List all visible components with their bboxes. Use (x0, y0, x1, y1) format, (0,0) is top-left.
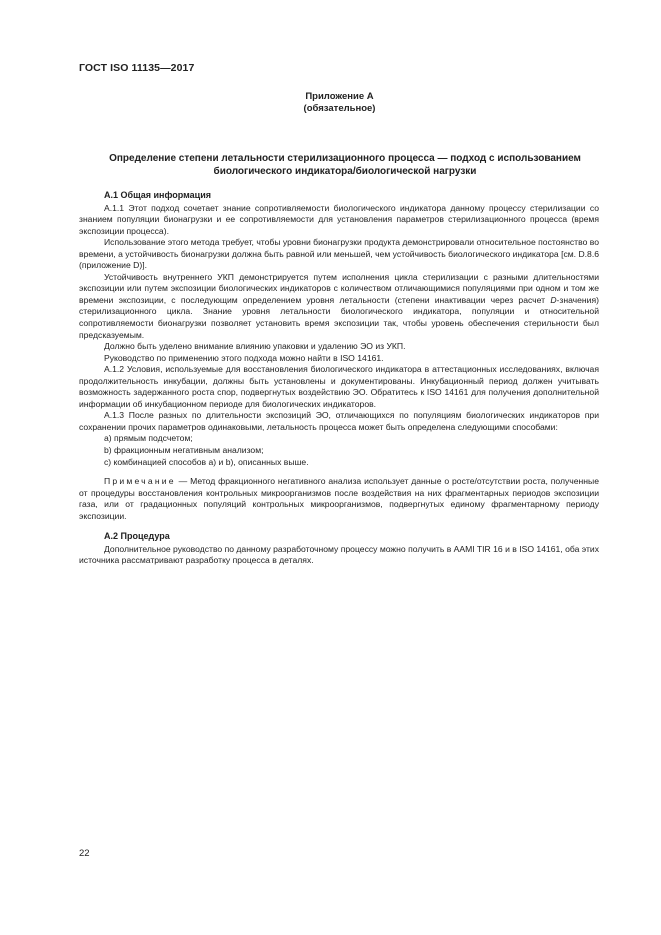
appendix-status: (обязательное) (303, 103, 376, 114)
note-label: Примечание (104, 476, 176, 487)
list-item-b: b) фракционным негативным анализом; (104, 445, 264, 456)
main-title (70, 153, 620, 178)
paragraph-a1-1: А.1.1 Этот подход сочетает знание сопротивляемости биологического индикатора данному процессу стерилизации со знанием популяции бионагрузки и ее сопротивляемости для установления параметров стерилизационного процесса (время экспозиции процесса). (79, 202, 599, 236)
paragraph-a2: Дополнительное руководство по данному разработочному процессу можно получить в AAMI TIR 16 и в ISO 14161, оба этих источника рассматривают разработку процесса в деталях. (79, 543, 600, 566)
appendix-title: Приложение А (305, 91, 374, 102)
paragraph-a1-resistance-part2: -значения) стерилизационного цикла. Знание уровня летальности биологического индикатора, популяции и относительной сопротивляемости бионагрузки позволяет установить время экспозиции так, чтобы уровень обеспечения стерильности был предсказуемым. (79, 294, 599, 340)
paragraph-a1-2: А.1.2 Условия, используемые для восстановления биологического индикатора в аттестационных исследованиях, включая продолжительность инкубации, должны быть установлены и документированы. Инкубационный период должен учитывать возможность задержанного роста спор, подвергнутых воздействию ЭО. Обратитесь к ISO 14161 для получения дополнительной информации об инкубационном периоде для биологических индикаторов. (79, 364, 599, 409)
list-item-a: а) прямым подсчетом; (104, 433, 193, 444)
document-header: ГОСТ ISO 11135—2017 (79, 62, 195, 74)
paragraph-a1-resistance (79, 272, 599, 341)
paragraph-a1-method: Использование этого метода требует, чтобы уровни бионагрузки продукта демонстрировали относительное постоянство во времени, а устойчивость бионагрузки должна быть равной или меньшей, чем устойчивость биологического индикатора [см. D.8.6 (приложение D)]. (79, 237, 599, 271)
paragraph-a1-packaging: Должно быть уделено внимание влиянию упаковки и удалению ЭО из УКП. (104, 341, 406, 352)
paragraph-a1-3: А.1.3 После разных по длительности экспозиций ЭО, отличающихся по популяциям биологических индикаторов при сохранении прочих параметров одинаковыми, летальность процесса может быть определена следующими способами: (79, 410, 599, 432)
section-a1-heading: А.1 Общая информация (104, 190, 211, 200)
section-a2-heading: А.2 Процедура (104, 531, 170, 542)
paragraph-a1-guidance: Руководство по применению этого подхода можно найти в ISO 14161. (104, 352, 384, 363)
note-paragraph (79, 476, 599, 522)
page-number: 22 (79, 848, 90, 859)
appendix-heading (0, 91, 661, 115)
document-body (79, 190, 599, 567)
note-text: — Метод фракционного негативного анализа использует данные о росте/отсутствии роста, полученные от процедуры восстановления контрольных микроорганизмов после воздействия на них фрагментарных периодов экспозиции газа, или от градационных популяций контрольных микроорганизмов, подвергнутых единому фрагментарному периоду экспозиции. (79, 476, 599, 521)
paragraph-a1-resistance-part1: Устойчивость внутреннего УКП демонстрируется путем исполнения цикла стерилизации с разными длительностями экспозиции или путем экспозиции биологических индикаторов с количеством отличающимися популяциями при одном и том же времени экспозиции, с последующим определением уровня летальности (степени инактивации через расчет (79, 271, 599, 305)
main-title-line2: биологического индикатора/биологической нагрузки (213, 165, 477, 177)
list-item-c: c) комбинацией способов а) и b), описанных выше. (104, 456, 309, 467)
d-value-symbol: D (550, 294, 557, 305)
main-title-line1: Определение степени летальности стерилизационного процесса — подход с использованием (109, 153, 581, 164)
